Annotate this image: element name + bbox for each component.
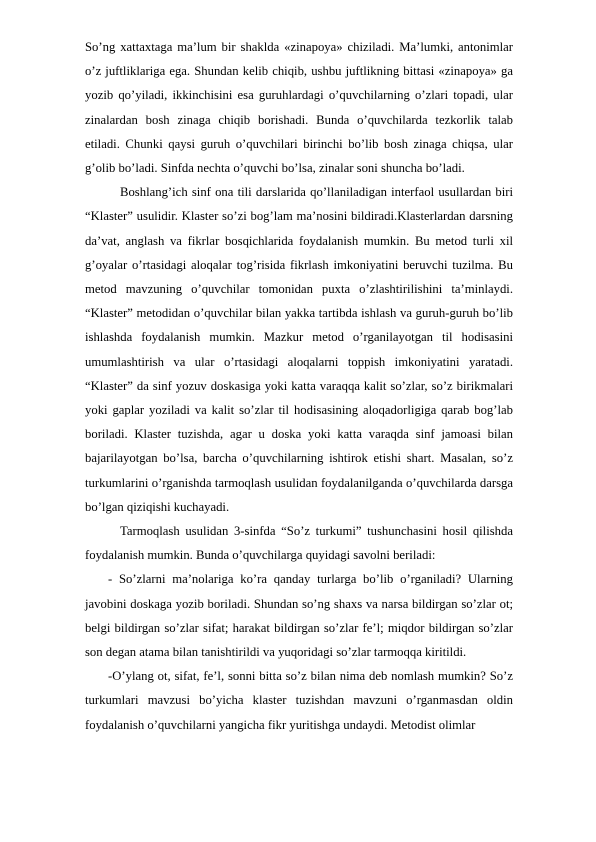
paragraph-question-2: -O’ylang ot, sifat, fe’l, sonni bitta so’z bilan nima deb nomlash mumkin? So’z turkumlari mavzusi bo’yicha klaster tuzishdan mavzuni o’rganmasdan oldin foydalanish o’quvchilarni yangicha fikr yuritishga undaydi. Metodist olimlar: [85, 669, 513, 732]
document-body: [85, 35, 513, 737]
paragraph-klaster-method: Boshlang’ich sinf ona tili darslarida qo’llaniladigan interfaol usullardan biri “Klaster” usulidir. Klaster so’zi bog’lam ma’nosini bildiradi.Klasterlardan darsning da’vat, anglash va fikrlar bosqichlarida foydalanish mumkin. Bu metod turli xil g’oyalar o’rtasidagi aloqalar tog’risida fikrlash imkoniyatini beruvchi tuzilma. Bu metod mavzuning o’quvchilar tomonidan puxta o’zlashtirilishini ta’minlaydi. “Klaster” metodidan o’quvchilar bilan yakka tartibda ishlash va guruh-guruh bo’lib ishlashda foydalanish mumkin. Mazkur metod o’rganilayotgan til hodisasini umumlashtirish va ular o’rtasidagi aloqalarni toppish imkoniyatini yaratadi. “Klaster” da sinf yozuv doskasiga yoki katta varaqqa kalit so’zlar, so’z birikmalari yoki gaplar yoziladi va kalit so’zlar til hodisasining aloqadorligiga qarab bog’lab boriladi. Klaster tuzishda, agar u doska yoki katta varaqda sinf jamoasi bilan bajarilayotgan bo’lsa, barcha o’quvchilarning ishtirok etishi shart. Masalan, so’z turkumlarini o’rganishda tarmoqlash usulidan foydalanilganda o’quvchilarda darsga bo’lgan qiziqishi kuchayadi.: [85, 185, 513, 514]
paragraph-zinapoya: So’ng xattaxtaga ma’lum bir shaklda «zinapoya» chiziladi. Ma’lumki, antonimlar o’z juftliklariga ega. Shundan kelib chiqib, ushbu juftlikning bittasi «zinapoya» ga yozib qo’yiladi, ikkinchisini esa guruhlardagi o’quvchilarning o’zlari topadi, ular zinalardan bosh zinaga chiqib borishadi. Bunda o’quvchilarda tezkorlik talab etiladi. Chunki qaysi guruh o’quvchilari birinchi bo’lib bosh zinaga chiqsa, ular g’olib bo’ladi. Sinfda nechta o’quvchi bo’lsa, zinalar soni shuncha bo’ladi.: [85, 40, 513, 176]
paragraph-tarmoqlash: Tarmoqlash usulidan 3-sinfda “So’z turkumi” tushunchasini hosil qilishda foydalanish mumkin. Bunda o’quvchilarga quyidagi savolni beriladi:: [85, 524, 513, 563]
paragraph-question-1: - So’zlarni ma’nolariga ko’ra qanday turlarga bo’lib o’rganiladi? Ularning javobini doskaga yozib boriladi. Shundan so’ng shaxs va narsa bildirgan so’zlar ot; belgi bildirgan so’zlar sifat; harakat bildirgan so’zlar fe’l; miqdor bildirgan so’zlar son degan atama bilan tanishtirildi va yuqoridagi so’zlar tarmoqqa kiritildi.: [85, 572, 513, 660]
